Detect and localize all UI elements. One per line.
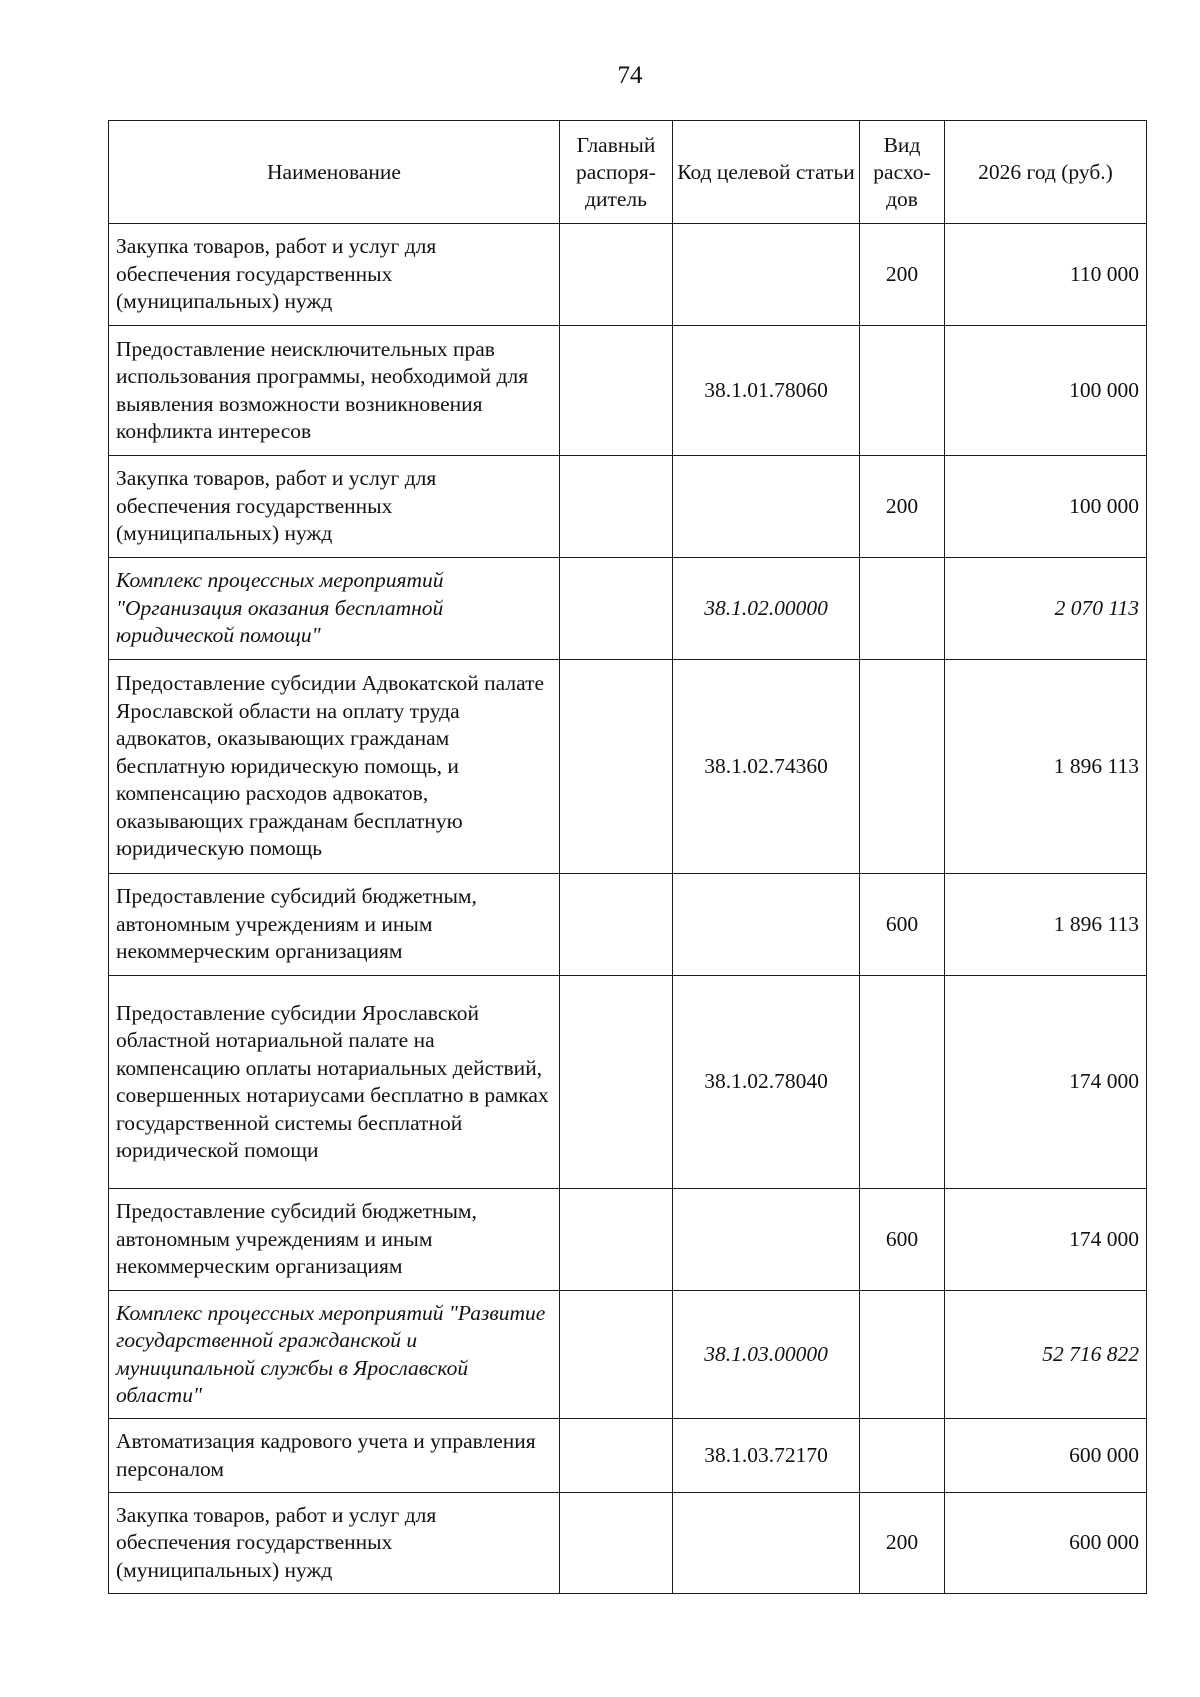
- row-amount: 100 000: [945, 456, 1147, 558]
- row-code: [673, 1493, 860, 1594]
- row-amount: 174 000: [945, 976, 1147, 1189]
- row-name: Комплекс процессных мероприятий "Организация оказания бесплатной юридической помощи": [109, 558, 560, 660]
- header-admin: Главный распоря-дитель: [560, 121, 673, 224]
- row-type: 200: [860, 1493, 945, 1594]
- table-row-program: [109, 558, 1147, 660]
- header-amount: 2026 год (руб.): [945, 121, 1147, 224]
- row-amount: 600 000: [945, 1419, 1147, 1493]
- row-amount: 174 000: [945, 1189, 1147, 1291]
- row-type: 200: [860, 224, 945, 326]
- row-admin: [560, 224, 673, 326]
- row-code: 38.1.02.74360: [673, 660, 860, 874]
- row-code: 38.1.03.72170: [673, 1419, 860, 1493]
- row-type: [860, 558, 945, 660]
- table-header-row: [109, 121, 1147, 224]
- row-name: Комплекс процессных мероприятий "Развитие государственной гражданской и муниципальной службы в Ярославской области": [109, 1291, 560, 1419]
- row-admin: [560, 660, 673, 874]
- row-type: [860, 326, 945, 456]
- row-type: [860, 1291, 945, 1419]
- row-name: Предоставление субсидии Ярославской областной нотариальной палате на компенсацию оплаты нотариальных действий, совершенных нотариусами бесплатно в рамках государственной системы бесплатной юридической помощи: [109, 976, 560, 1189]
- row-code: [673, 456, 860, 558]
- table-row: [109, 1189, 1147, 1291]
- table-row: [109, 456, 1147, 558]
- table-row-program: [109, 1291, 1147, 1419]
- row-admin: [560, 1419, 673, 1493]
- row-admin: [560, 558, 673, 660]
- header-type: Вид расхо-дов: [860, 121, 945, 224]
- row-admin: [560, 1493, 673, 1594]
- row-admin: [560, 1291, 673, 1419]
- row-type: [860, 976, 945, 1189]
- table-row: [109, 326, 1147, 456]
- row-code: 38.1.01.78060: [673, 326, 860, 456]
- row-admin: [560, 874, 673, 976]
- row-amount: 110 000: [945, 224, 1147, 326]
- table-row: [109, 1493, 1147, 1594]
- row-name: Закупка товаров, работ и услуг для обеспечения государственных (муниципальных) нужд: [109, 1493, 560, 1594]
- row-admin: [560, 976, 673, 1189]
- row-code: 38.1.02.00000: [673, 558, 860, 660]
- row-amount: 600 000: [945, 1493, 1147, 1594]
- row-name: Предоставление субсидий бюджетным, автономным учреждениям и иным некоммерческим организациям: [109, 1189, 560, 1291]
- row-admin: [560, 326, 673, 456]
- row-name: Закупка товаров, работ и услуг для обеспечения государственных (муниципальных) нужд: [109, 224, 560, 326]
- row-admin: [560, 456, 673, 558]
- row-amount: 1 896 113: [945, 660, 1147, 874]
- row-code: [673, 1189, 860, 1291]
- table-row: [109, 224, 1147, 326]
- row-name: Предоставление неисключительных прав использования программы, необходимой для выявления возможности возникновения конфликта интересов: [109, 326, 560, 456]
- table-row: [109, 976, 1147, 1189]
- row-amount: 52 716 822: [945, 1291, 1147, 1419]
- row-type: 600: [860, 874, 945, 976]
- header-name: Наименование: [109, 121, 560, 224]
- row-code: 38.1.02.78040: [673, 976, 860, 1189]
- table-row: [109, 874, 1147, 976]
- header-code: Код целевой статьи: [673, 121, 860, 224]
- row-type: 600: [860, 1189, 945, 1291]
- row-name: Закупка товаров, работ и услуг для обеспечения государственных (муниципальных) нужд: [109, 456, 560, 558]
- row-type: [860, 1419, 945, 1493]
- row-type: 200: [860, 456, 945, 558]
- row-amount: 2 070 113: [945, 558, 1147, 660]
- row-code: 38.1.03.00000: [673, 1291, 860, 1419]
- row-name: Автоматизация кадрового учета и управления персоналом: [109, 1419, 560, 1493]
- row-name: Предоставление субсидии Адвокатской палате Ярославской области на оплату труда адвокатов, оказывающих гражданам бесплатную юридическую помощь, и компенсацию расходов адвокатов, оказывающих гражданам бесплатную юридическую помощь: [109, 660, 560, 874]
- row-admin: [560, 1189, 673, 1291]
- row-code: [673, 224, 860, 326]
- table-row: [109, 660, 1147, 874]
- budget-table: [108, 120, 1147, 1594]
- page-number: 74: [617, 62, 643, 89]
- table-row: [109, 1419, 1147, 1493]
- row-amount: 100 000: [945, 326, 1147, 456]
- row-type: [860, 660, 945, 874]
- row-code: [673, 874, 860, 976]
- row-amount: 1 896 113: [945, 874, 1147, 976]
- row-name: Предоставление субсидий бюджетным, автономным учреждениям и иным некоммерческим организациям: [109, 874, 560, 976]
